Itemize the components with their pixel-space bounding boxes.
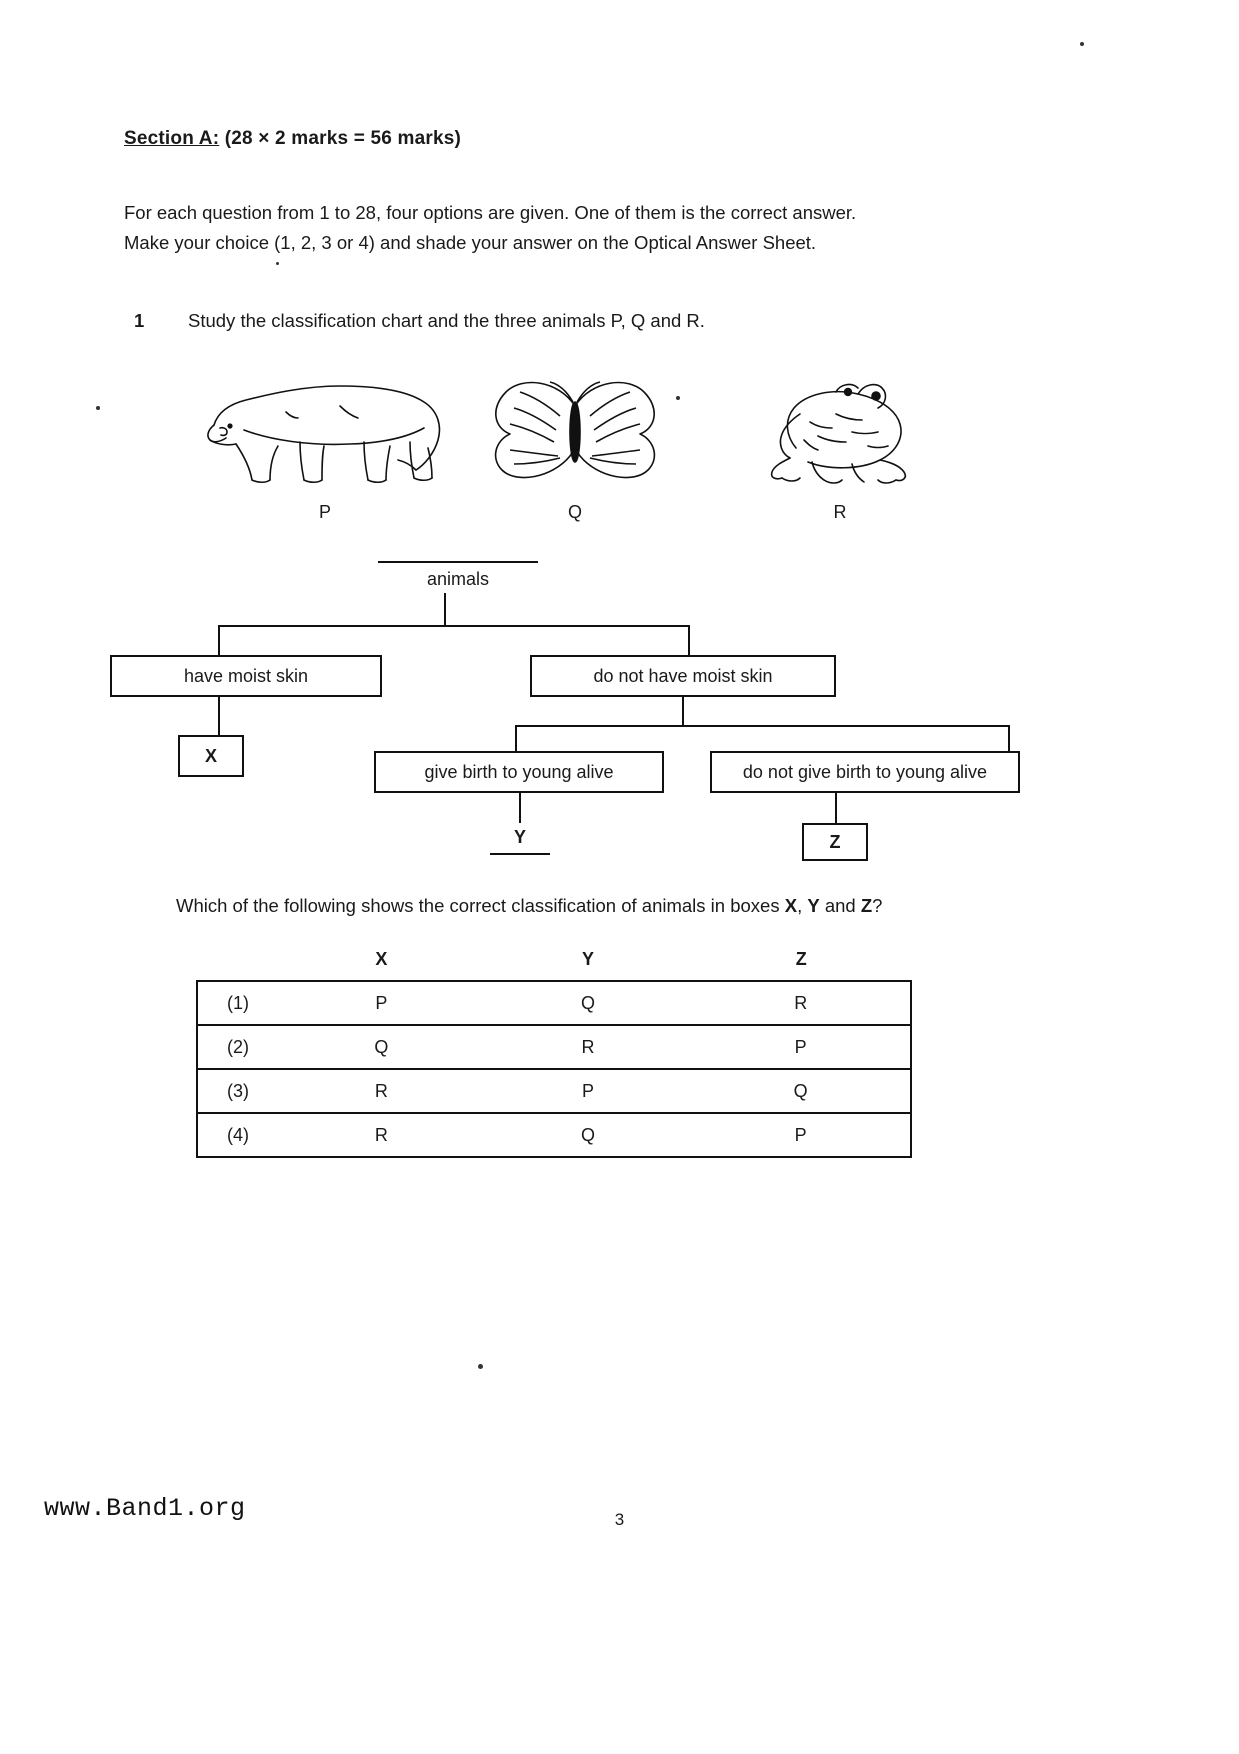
chart-line-root-down: [444, 593, 446, 625]
chart-node-not-moist-skin: do not have moist skin: [530, 655, 836, 697]
option-value-y: R: [485, 1025, 692, 1069]
option-value-z: P: [691, 1025, 911, 1069]
answer-options-table: [196, 938, 912, 1158]
option-label: (1): [197, 981, 278, 1025]
figure-polar-bear: [200, 370, 450, 523]
chart-node-no-give-birth: do not give birth to young alive: [710, 751, 1020, 793]
figure-label-q: Q: [567, 502, 582, 522]
section-marks: (28 × 2 marks = 56 marks): [224, 128, 462, 149]
scan-speck: [676, 396, 680, 400]
instruction-line-2: Make your choice (1, 2, 3 or 4) and shade your answer on the Optical Answer Sheet.: [124, 232, 817, 253]
chart-node-animals: animals: [378, 565, 538, 593]
option-value-x: R: [278, 1069, 485, 1113]
chart-line-sub-left-down: [515, 725, 517, 751]
table-row[interactable]: [197, 1069, 911, 1113]
page-number: 3: [614, 1510, 625, 1529]
table-row[interactable]: [197, 1025, 911, 1069]
answer-prompt-before: Which of the following shows the correct classification of animals in boxes: [176, 895, 785, 916]
figure-label-p: P: [318, 502, 331, 522]
chart-line-sub-right-down: [1008, 725, 1010, 751]
question-number: 1: [134, 310, 145, 331]
table-row[interactable]: [197, 1113, 911, 1157]
option-value-y: Q: [485, 981, 692, 1025]
chart-node-moist-skin: have moist skin: [110, 655, 382, 697]
scan-speck: [478, 1364, 483, 1369]
figure-frog: [740, 370, 940, 523]
chart-line-to-z: [835, 793, 837, 823]
chart-line-right-mid: [682, 697, 684, 725]
option-value-x: P: [278, 981, 485, 1025]
header-z: Z: [691, 938, 911, 981]
figure-butterfly: [480, 370, 670, 523]
butterfly-icon: [480, 370, 670, 495]
option-label: (3): [197, 1069, 278, 1113]
instructions: [124, 198, 1024, 258]
watermark: www.Band1.org: [44, 1494, 246, 1523]
answer-prompt-y: Y: [807, 895, 820, 916]
chart-line-split-top: [218, 625, 688, 627]
chart-box-x: X: [178, 735, 244, 777]
answer-prompt: [176, 895, 882, 917]
scan-speck: [1080, 42, 1084, 46]
scan-speck: [96, 406, 100, 410]
answer-prompt-sep1: ,: [797, 895, 808, 916]
classification-chart: [110, 568, 1120, 875]
header-y: Y: [485, 938, 692, 981]
table-header-row: [197, 938, 911, 981]
option-label: (4): [197, 1113, 278, 1157]
figure-label-r: R: [833, 502, 847, 522]
option-value-z: Q: [691, 1069, 911, 1113]
option-value-y: Q: [485, 1113, 692, 1157]
answer-prompt-sep2: and: [819, 895, 861, 916]
chart-line-to-x: [218, 697, 220, 735]
option-label: (2): [197, 1025, 278, 1069]
answer-prompt-x: X: [784, 895, 798, 916]
answer-table-body: [197, 981, 911, 1157]
instruction-line-1: For each question from 1 to 28, four options are given. One of them is the correct answer.: [124, 202, 857, 223]
chart-line-split-bottom: [515, 725, 1010, 727]
chart-rule-root: [378, 561, 538, 563]
chart-box-z: Z: [802, 823, 868, 861]
chart-underline-y: [490, 853, 550, 855]
frog-icon: [740, 370, 940, 495]
answer-prompt-end: ?: [872, 895, 883, 916]
answer-prompt-z: Z: [860, 895, 873, 916]
scan-speck: [276, 262, 279, 265]
polar-bear-icon: [200, 370, 450, 495]
option-value-y: P: [485, 1069, 692, 1113]
option-value-z: P: [691, 1113, 911, 1157]
option-value-x: R: [278, 1113, 485, 1157]
header-x: X: [278, 938, 485, 981]
chart-node-give-birth: give birth to young alive: [374, 751, 664, 793]
question-text: Study the classification chart and the three animals P, Q and R.: [188, 310, 705, 331]
chart-line-left-down: [218, 625, 220, 655]
chart-line-right-down: [688, 625, 690, 655]
option-value-z: R: [691, 981, 911, 1025]
header-blank: [197, 938, 278, 981]
answer-table-head: [197, 938, 911, 981]
section-label: Section A:: [124, 128, 220, 149]
chart-line-to-y: [519, 793, 521, 823]
table-row[interactable]: [197, 981, 911, 1025]
option-value-x: Q: [278, 1025, 485, 1069]
section-heading: [124, 128, 461, 150]
chart-box-y: Y: [490, 823, 550, 851]
